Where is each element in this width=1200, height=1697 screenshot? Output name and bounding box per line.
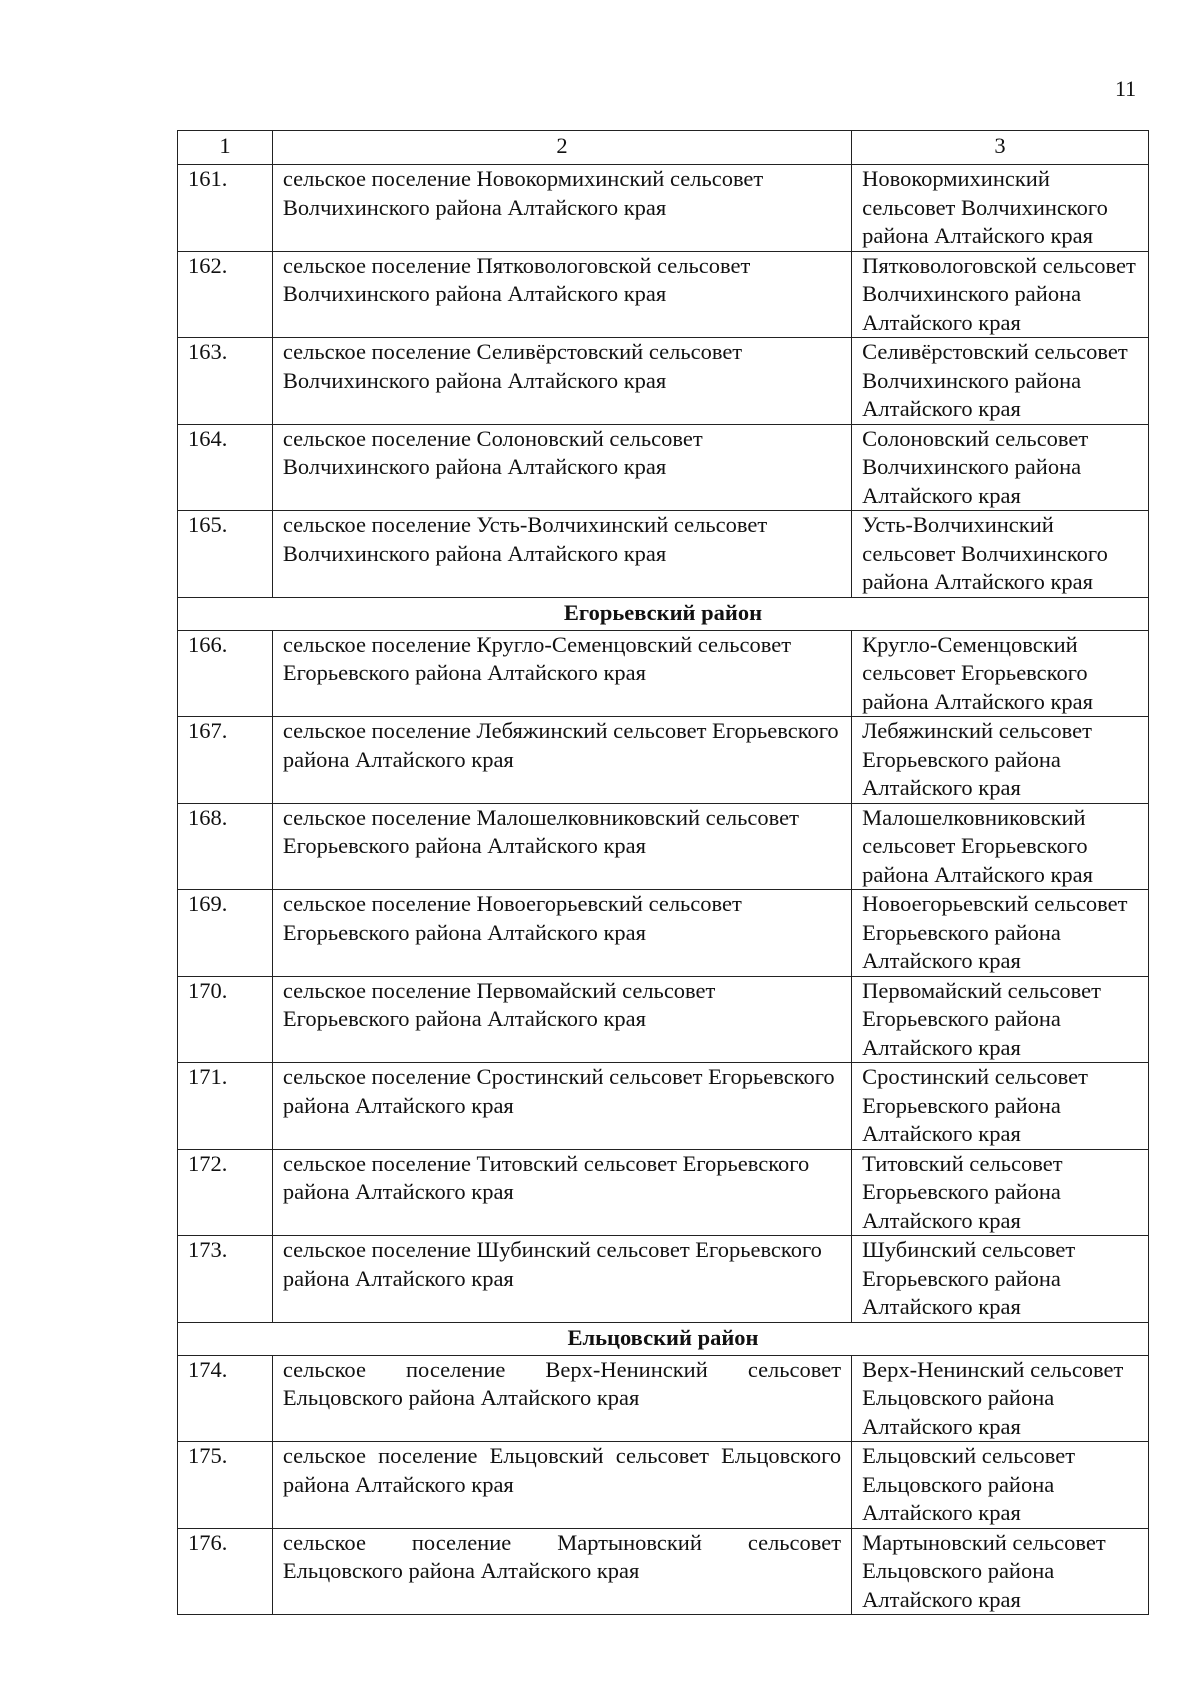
header-col-3: 3 [852, 131, 1149, 165]
settlement-short-name: Мартыновский сельсовет Ельцовского района Алтайского края [852, 1528, 1149, 1615]
header-col-2: 2 [272, 131, 851, 165]
settlement-full-name: сельское поселение Пятковологовской сельсовет Волчихинского района Алтайского края [272, 251, 851, 338]
table-row [178, 1149, 1149, 1236]
settlement-short-name: Малошелковниковский сельсовет Егорьевского района Алтайского края [852, 803, 1149, 890]
settlement-full-name: сельское поселение Кругло-Семенцовский сельсовет Егорьевского района Алтайского края [272, 630, 851, 717]
district-title: Егорьевский район [178, 597, 1149, 630]
settlement-full-name: сельское поселение Солоновский сельсовет Волчихинского района Алтайского края [272, 424, 851, 511]
settlement-full-name: сельское поселение Малошелковниковский сельсовет Егорьевского района Алтайского края [272, 803, 851, 890]
settlement-full-name: сельское поселение Лебяжинский сельсовет Егорьевского района Алтайского края [272, 717, 851, 804]
row-number: 175. [178, 1442, 273, 1529]
settlement-full-name: сельское поселение Ельцовский сельсовет Ельцовского района Алтайского края [272, 1442, 851, 1529]
table-row [178, 976, 1149, 1063]
row-number: 174. [178, 1355, 273, 1442]
row-number: 165. [178, 511, 273, 598]
settlement-full-name: сельское поселение Шубинский сельсовет Егорьевского района Алтайского края [272, 1236, 851, 1323]
settlement-short-name: Кругло-Семенцовский сельсовет Егорьевского района Алтайского края [852, 630, 1149, 717]
table-row [178, 424, 1149, 511]
settlement-short-name: Верх-Ненинский сельсовет Ельцовского района Алтайского края [852, 1355, 1149, 1442]
row-number: 164. [178, 424, 273, 511]
settlement-full-name: сельское поселение Сростинский сельсовет Егорьевского района Алтайского края [272, 1063, 851, 1150]
row-number: 166. [178, 630, 273, 717]
table-row [178, 511, 1149, 598]
settlement-short-name: Шубинский сельсовет Егорьевского района Алтайского края [852, 1236, 1149, 1323]
settlement-full-name: сельское поселение Усть-Волчихинский сельсовет Волчихинского района Алтайского края [272, 511, 851, 598]
table-row [178, 1528, 1149, 1615]
settlement-short-name: Первомайский сельсовет Егорьевского района Алтайского края [852, 976, 1149, 1063]
settlement-full-name: сельское поселение Первомайский сельсовет Егорьевского района Алтайского края [272, 976, 851, 1063]
settlement-full-name: сельское поселение Селивёрстовский сельсовет Волчихинского района Алтайского края [272, 338, 851, 425]
row-number: 172. [178, 1149, 273, 1236]
table-row [178, 251, 1149, 338]
settlement-short-name: Пятковологовской сельсовет Волчихинского района Алтайского края [852, 251, 1149, 338]
table-row [178, 1063, 1149, 1150]
table-row [178, 890, 1149, 977]
header-col-1: 1 [178, 131, 273, 165]
row-number: 161. [178, 165, 273, 252]
row-number: 167. [178, 717, 273, 804]
settlement-short-name: Сростинский сельсовет Егорьевского района Алтайского края [852, 1063, 1149, 1150]
row-number: 173. [178, 1236, 273, 1323]
row-number: 162. [178, 251, 273, 338]
settlements-table [177, 130, 1149, 1615]
page-number: 11 [1115, 76, 1137, 101]
row-number: 163. [178, 338, 273, 425]
settlement-full-name: сельское поселение Новокормихинский сельсовет Волчихинского района Алтайского края [272, 165, 851, 252]
settlement-short-name: Усть-Волчихинский сельсовет Волчихинского района Алтайского края [852, 511, 1149, 598]
settlement-full-name: сельское поселение Верх-Ненинский сельсовет Ельцовского района Алтайского края [272, 1355, 851, 1442]
district-header-row [178, 1322, 1149, 1355]
settlement-short-name: Титовский сельсовет Егорьевского района Алтайского края [852, 1149, 1149, 1236]
row-number: 170. [178, 976, 273, 1063]
settlement-short-name: Солоновский сельсовет Волчихинского района Алтайского края [852, 424, 1149, 511]
district-header-row [178, 597, 1149, 630]
settlement-short-name: Селивёрстовский сельсовет Волчихинского района Алтайского края [852, 338, 1149, 425]
row-number: 168. [178, 803, 273, 890]
table-row [178, 165, 1149, 252]
row-number: 169. [178, 890, 273, 977]
table-header-row [178, 131, 1149, 165]
settlement-short-name: Ельцовский сельсовет Ельцовского района Алтайского края [852, 1442, 1149, 1529]
row-number: 176. [178, 1528, 273, 1615]
district-title: Ельцовский район [178, 1322, 1149, 1355]
settlement-full-name: сельское поселение Титовский сельсовет Егорьевского района Алтайского края [272, 1149, 851, 1236]
table-row [178, 1236, 1149, 1323]
table-row [178, 1442, 1149, 1529]
settlement-short-name: Новокормихинский сельсовет Волчихинского района Алтайского края [852, 165, 1149, 252]
table-row [178, 717, 1149, 804]
table-row [178, 338, 1149, 425]
settlement-full-name: сельское поселение Новоегорьевский сельсовет Егорьевского района Алтайского края [272, 890, 851, 977]
settlement-full-name: сельское поселение Мартыновский сельсовет Ельцовского района Алтайского края [272, 1528, 851, 1615]
table-row [178, 803, 1149, 890]
table-row [178, 630, 1149, 717]
settlement-short-name: Новоегорьевский сельсовет Егорьевского района Алтайского края [852, 890, 1149, 977]
row-number: 171. [178, 1063, 273, 1150]
settlement-short-name: Лебяжинский сельсовет Егорьевского района Алтайского края [852, 717, 1149, 804]
table-row [178, 1355, 1149, 1442]
